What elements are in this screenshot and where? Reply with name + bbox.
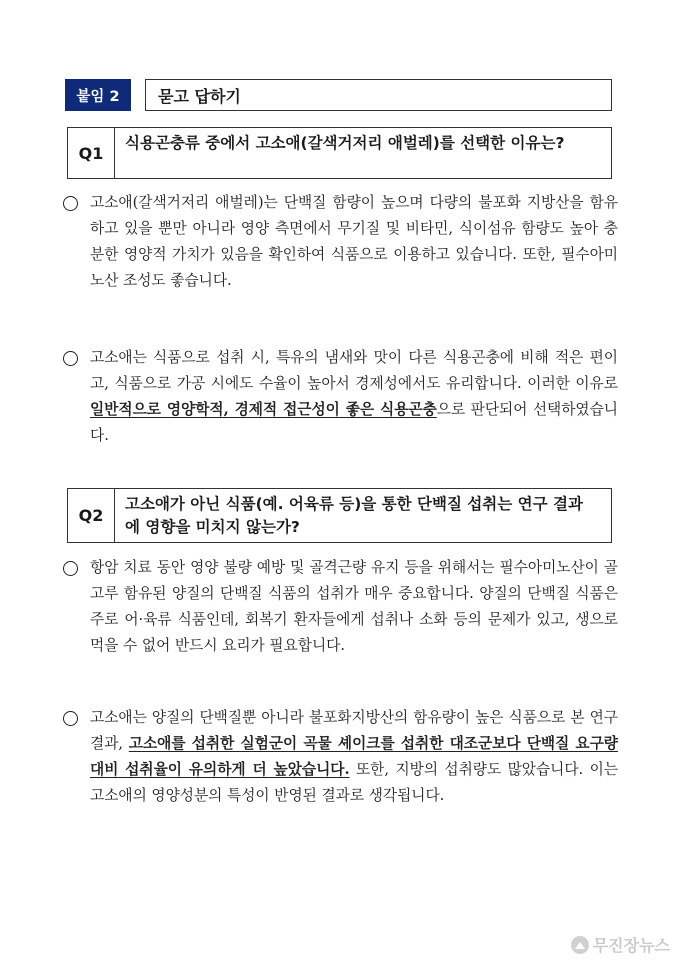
answer-text-part: 고소애는 식품으로 섭취 시, 특유의 냄새와 맛이 다른 식용곤충에 비해 적은 편이고, 식품으로 가공 시에도 수율이 높아서 경제성에서도 유리합니다. 이러한 이유로 <box>90 349 618 392</box>
answer-text-part: 으로 판단되어 선택하였습니다. <box>90 401 618 444</box>
answer-paragraph <box>63 345 618 449</box>
emphasized-text: 고소애를 섭취한 실험군이 곡물 셰이크를 섭취한 대조군보다 단백질 요구량 대비 섭취율이 유의하게 더 높았습니다. <box>90 735 618 778</box>
question-box-q2 <box>67 488 612 543</box>
attachment-label: 붙임 2 <box>65 79 131 111</box>
circle-bullet-icon <box>63 561 78 576</box>
question-text: 고소애가 아닌 식품(예. 어육류 등)을 통한 단백질 섭취는 연구 결과에 영향을 미치지 않는가? <box>125 495 583 536</box>
watermark-text: 무진장뉴스 <box>592 936 670 955</box>
answer-text <box>90 345 618 449</box>
question-box-q1 <box>67 127 612 179</box>
answer-paragraph <box>63 705 618 809</box>
answer-text: 고소애(갈색거저리 애벌레)는 단백질 함량이 높으며 다량의 불포화 지방산을 함유하고 있을 뿐만 아니라 영양 측면에서 무기질 및 비타민, 식이섬유 함량도 높아 충분한 영양적 가치가 있음을 확인하여 식품으로 이용하고 있습니다. 또한, 필수아미노산 조성도 좋습니다. <box>90 194 618 289</box>
answer-text: 항암 치료 동안 영양 불량 예방 및 골격근량 유지 등을 위해서는 필수아미노산이 골고루 함유된 양질의 단백질 식품의 섭취가 매우 중요합니다. 양질의 단백질 식품은 주로 어·육류 식품인데, 회복기 환자들에게 섭취나 소화 등의 문제가 있고, 생으로 먹을 수 없어 반드시 요리가 필요합니다. <box>90 559 618 654</box>
circle-bullet-icon <box>63 196 78 211</box>
answer-paragraph <box>63 190 618 294</box>
page-title: 묻고 답하기 <box>145 79 612 111</box>
question-text: 식용곤충류 중에서 고소애(갈색거저리 애벌레)를 선택한 이유는? <box>125 134 565 152</box>
emphasized-text: 일반적으로 영양학적, 경제적 접근성이 좋은 식용곤충 <box>90 401 437 418</box>
logo-icon <box>571 936 589 954</box>
attachment-header <box>65 79 612 111</box>
answer-paragraph <box>63 555 618 659</box>
circle-bullet-icon <box>63 351 78 366</box>
circle-bullet-icon <box>63 711 78 726</box>
answer-text-part: 또한, 지방의 섭취량도 많았습니다. 이는 고소애의 영양성분의 특성이 반영된 결과로 생각됩니다. <box>90 761 619 804</box>
answer-text-part: 고소애는 양질의 단백질뿐 아니라 불포화지방산의 함유량이 높은 식품으로 본 연구 결과, <box>90 709 618 752</box>
question-number: Q2 <box>68 489 115 542</box>
question-number: Q1 <box>68 128 115 178</box>
answer-text <box>90 705 618 809</box>
watermark <box>571 933 670 956</box>
